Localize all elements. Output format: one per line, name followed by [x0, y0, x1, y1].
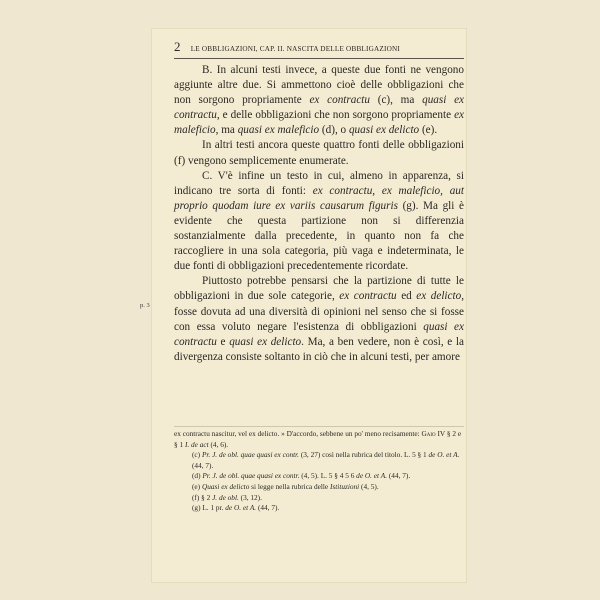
footnote-separator [174, 426, 464, 427]
paragraph-partition: Piuttosto potrebbe pensarsi che la partizione di tutte le obbligazioni in due sole categorie, ex contractu ed ex delicto, fosse dovuta ad una diversità di opinioni nel senso che si fosse con essa voluto negare l'esistenza di obbligazioni quasi ex contractu e quasi ex delicto. Ma, a ben vedere, non è così, e la divergenza consiste soltanto in ciò che in alcuni testi, per amore [174, 275, 465, 363]
footnote-f: (f) § 2 J. de obl. (3, 12). [192, 492, 262, 502]
footnote-g: (g) L. 1 pr. de O. et A. (44, 7). [192, 503, 280, 513]
body-text [174, 63, 464, 365]
paragraph-b: B. In alcuni testi invece, a queste due fonti ne vengono aggiunte altre due. Si ammettono cioè delle obbligazioni che non sorgono propriamente ex contractu (c), ma quasi ex contractu, e delle obbligazioni che non sorgono propriamente ex maleficio, ma quasi ex maleficio (d), o quasi ex delicto (e). [174, 64, 464, 137]
running-header [174, 39, 464, 55]
footnotes [174, 429, 464, 514]
paragraph-enumeration: In altri testi ancora queste quattro fonti delle obbligazioni (f) vengono semplicemente enumerate. [174, 139, 464, 167]
footnote-e: (e) Quasi ex delicto si legge nella rubrica delle Istituzioni (4, 5). [192, 481, 379, 491]
margin-page-reference: p. 3 [140, 302, 150, 309]
header-rule [174, 58, 464, 59]
footnote-d: (d) Pr. J. de obl. quae quasi ex contr. (4, 5). L. 5 § 4 5 6 de O. et A. (44, 7). [192, 471, 411, 481]
page-number: 2 [174, 39, 181, 54]
running-title: LE OBBLIGAZIONI, CAP. II. NASCITA DELLE OBBLIGAZIONI [190, 45, 400, 53]
paragraph-c: C. V'è infine un testo in cui, almeno in apparenza, si indicano tre sorta di fonti: ex contractu, ex maleficio, aut proprio quodam iure ex variis causarum figuris (g). Ma gli è evidente che questa partizione non si differenzia sostanzialmente dalla precedente, in quanto non fa che raccogliere in una sola categoria, più vaga e indeterminata, le due fonti di obbligazioni precedentemente ricordate. [174, 169, 464, 273]
footnote-c: (c) Pr. J. de obl. quae quasi ex contr. (3, 27) così nella rubrica del titolo. L. 5 § 1 de O. et A. (44, 7). [192, 450, 460, 470]
footnote-continuation: ex contractu nascitur, vel ex delicto. » D'accordo, sebbene un po' meno recisamente: Gaio IV § 2 e § 1 I. de act (4, 6). [174, 429, 462, 449]
